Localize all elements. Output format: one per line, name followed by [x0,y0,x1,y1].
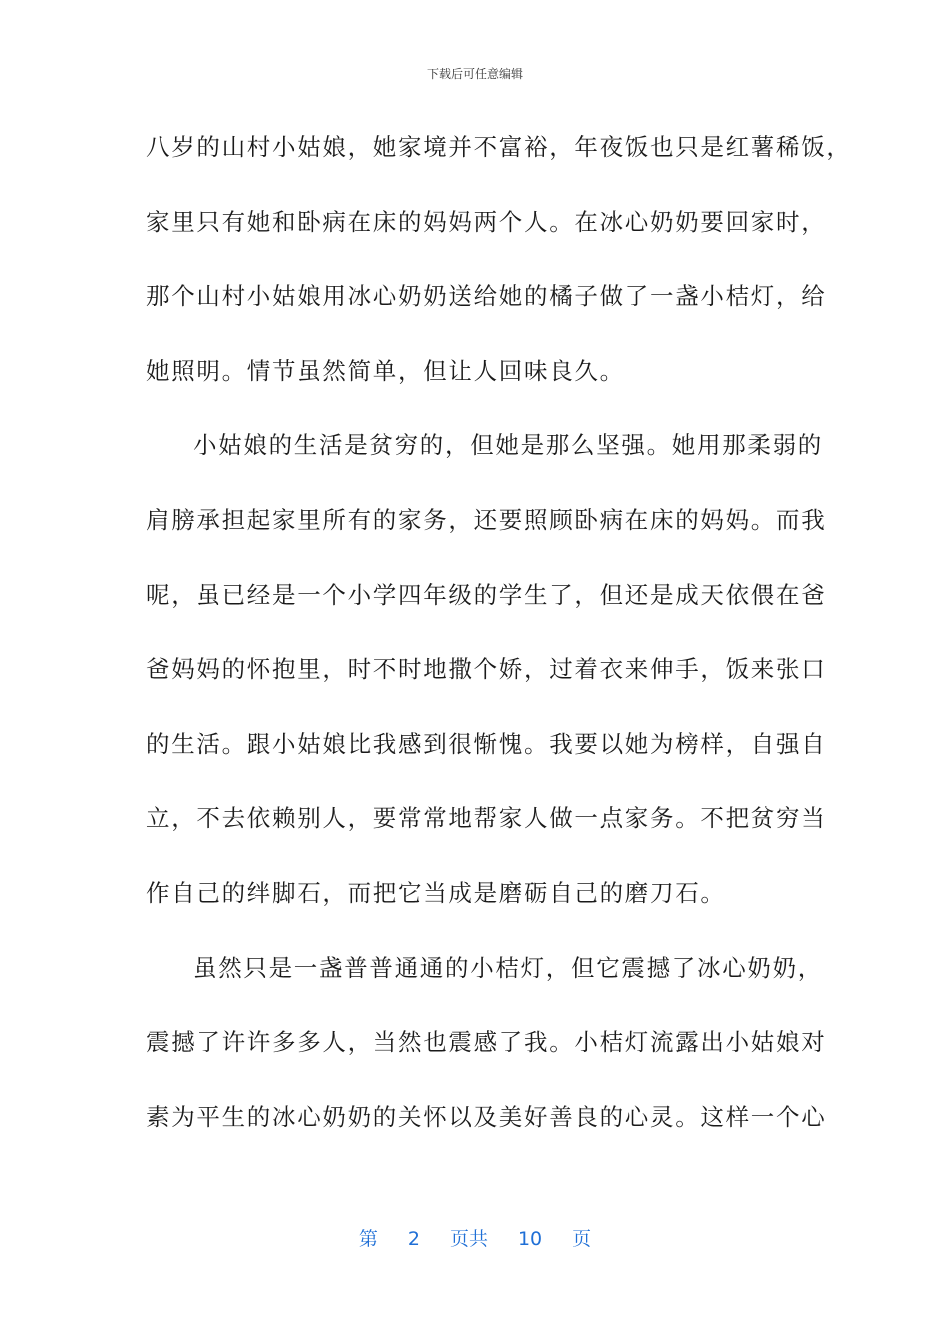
text-line: 素为平生的冰心奶奶的关怀以及美好善良的心灵。这样一个心 [146,1102,827,1131]
text-line: 肩膀承担起家里所有的家务，还要照顾卧病在床的妈妈。而我 [146,505,827,534]
page-header-note: 下载后可任意编辑 [426,67,523,81]
text-line: 爸妈妈的怀抱里，时不时地撒个娇，过着衣来伸手，饭来张口 [146,655,827,684]
text-line: 那个山村小姑娘用冰心奶奶送给她的橘子做了一盏小桔灯，给 [146,282,827,311]
text-line: 的生活。跟小姑娘比我感到很惭愧。我要以她为榜样，自强自 [146,729,827,758]
text-line: 震撼了许许多多人，当然也震感了我。小桔灯流露出小姑娘对 [146,1028,827,1057]
text-line: 家里只有她和卧病在床的妈妈两个人。在冰心奶奶要回家时， [146,207,827,236]
total-page-count: 10 [517,1228,543,1250]
page-number-footer [0,1226,950,1252]
page-prefix: 第 [358,1228,378,1250]
text-line-paragraph-start: 虽然只是一盏普普通通的小桔灯，但它震撼了冰心奶奶， [193,953,823,982]
page-suffix: 页 [572,1228,592,1250]
text-line: 呢，虽已经是一个小学四年级的学生了，但还是成天依偎在爸 [146,580,827,609]
page-middle: 页共 [449,1228,488,1250]
text-line: 她照明。情节虽然简单，但让人回味良久。 [146,356,625,385]
text-line: 作自己的绊脚石，而把它当成是磨砺自己的磨刀石。 [146,878,726,907]
text-line: 立，不去依赖别人，要常常地帮家人做一点家务。不把贫穷当 [146,804,827,833]
text-line: 八岁的山村小姑娘，她家境并不富裕，年夜饭也只是红薯稀饭， [146,133,852,161]
current-page-number: 2 [407,1228,420,1250]
document-body [146,124,852,1168]
text-line-paragraph-start: 小姑娘的生活是贫穷的，但她是那么坚强。她用那柔弱的 [193,431,823,460]
